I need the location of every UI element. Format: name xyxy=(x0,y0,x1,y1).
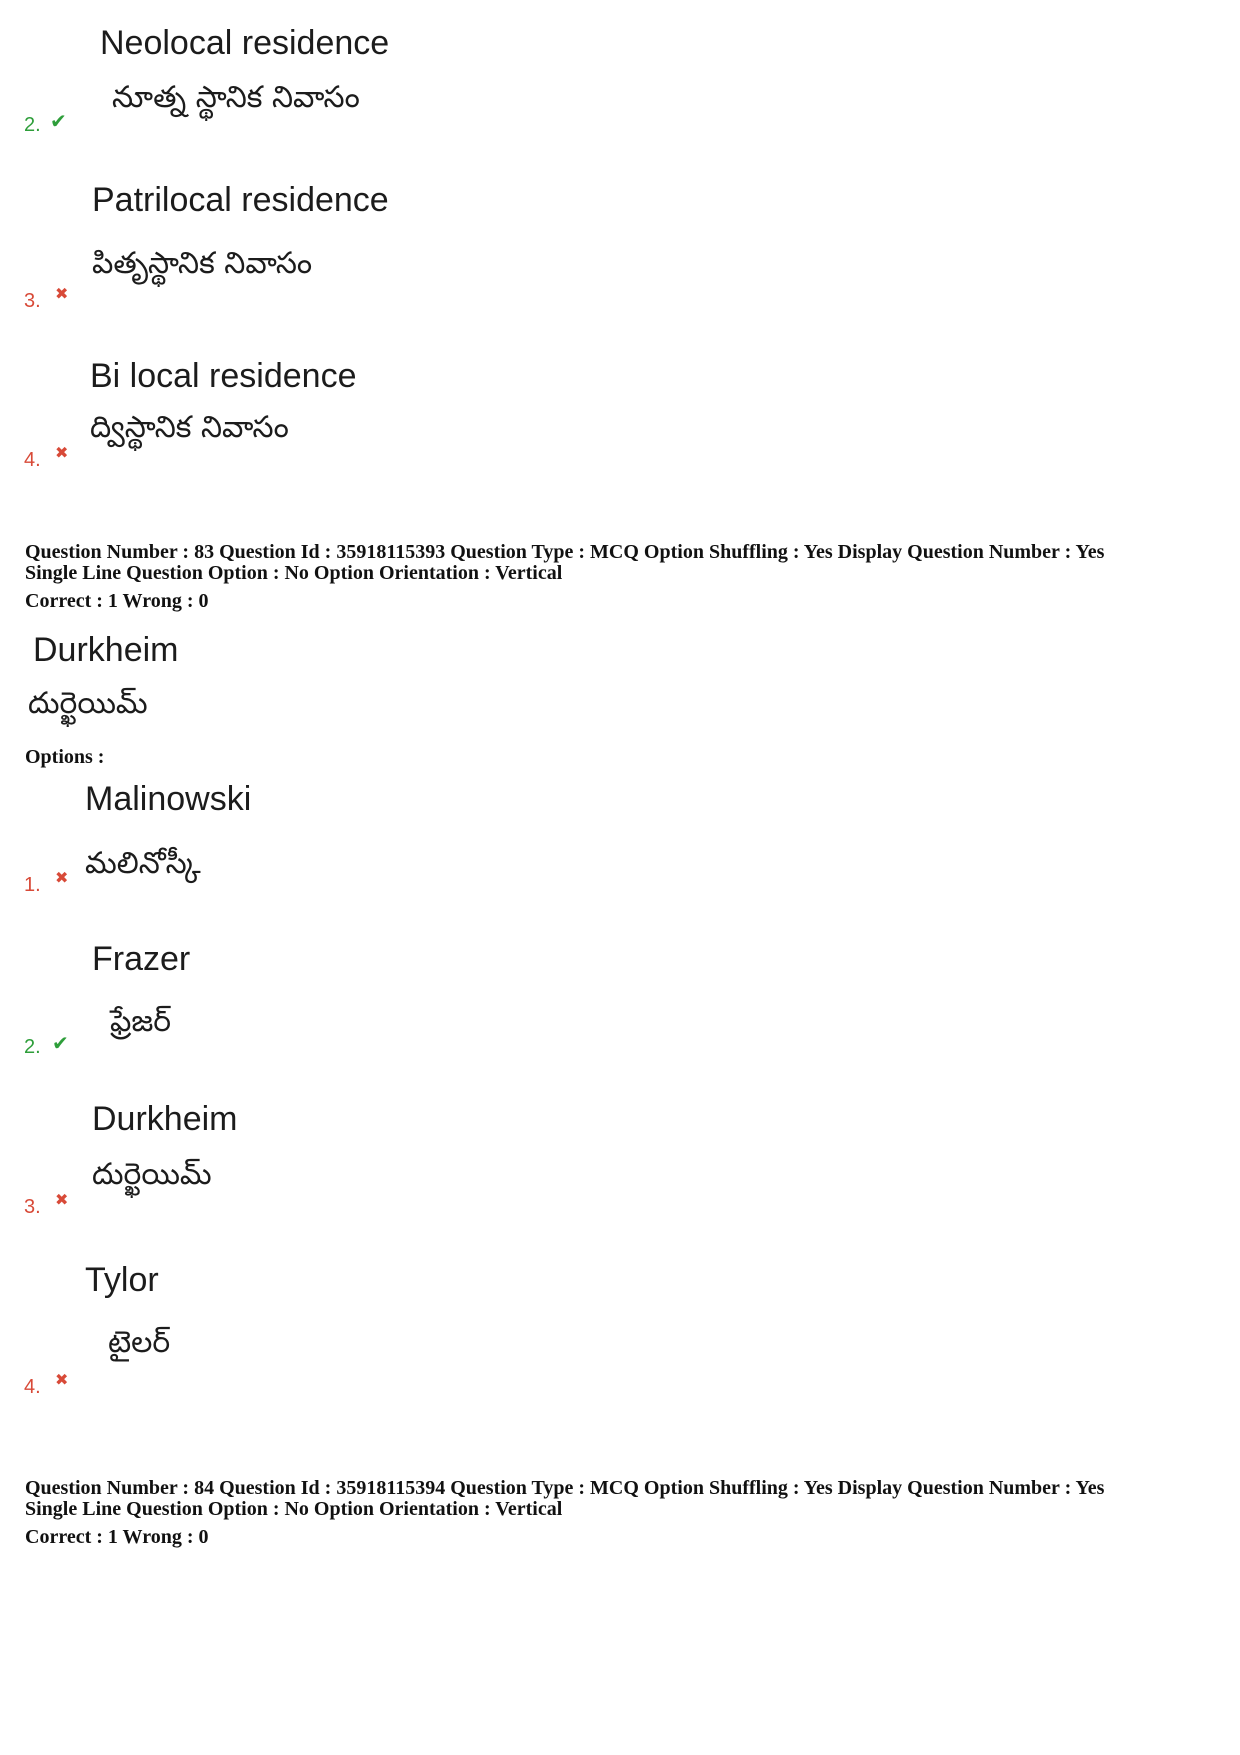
question-english: Durkheim xyxy=(33,631,179,669)
option-telugu: మలినోస్కీ xyxy=(85,846,201,881)
option-telugu: దుర్ఖెయిమ్ xyxy=(92,1157,212,1192)
correct-check-icon: ✔ xyxy=(50,111,67,133)
option-number: 1. xyxy=(24,874,41,896)
question-telugu: దుర్ఖెయిమ్ xyxy=(28,686,148,721)
option-english: Bi local residence xyxy=(90,357,357,395)
question-meta-line2: Single Line Question Option : No Option Orientation : Vertical xyxy=(25,1498,563,1520)
question-marks: Correct : 1 Wrong : 0 xyxy=(25,1526,209,1548)
question-meta-line1: Question Number : 84 Question Id : 35918115394 Question Type : MCQ Option Shuffling : Yes Display Question Number : Yes xyxy=(25,1477,1105,1499)
option-telugu: ద్విస్థానిక నివాసం xyxy=(90,410,289,445)
option-english: Durkheim xyxy=(92,1100,238,1138)
question-meta-line2: Single Line Question Option : No Option Orientation : Vertical xyxy=(25,562,563,584)
option-english: Neolocal residence xyxy=(100,24,390,62)
option-number: 2. xyxy=(24,1036,41,1058)
option-telugu: టైలర్ xyxy=(108,1325,171,1360)
option-number: 3. xyxy=(24,1196,41,1218)
option-english: Patrilocal residence xyxy=(92,181,389,219)
option-telugu: ఫ్రేజర్ xyxy=(110,1004,172,1039)
wrong-cross-icon: ✖ xyxy=(55,286,69,303)
wrong-cross-icon: ✖ xyxy=(55,1192,69,1209)
correct-check-icon: ✔ xyxy=(52,1033,69,1055)
option-telugu: పితృస్థానిక నివాసం xyxy=(92,246,313,281)
option-number: 4. xyxy=(24,1376,41,1398)
option-number: 3. xyxy=(24,290,41,312)
option-telugu: నూత్న స్థానిక నివాసం xyxy=(112,80,360,115)
question-marks: Correct : 1 Wrong : 0 xyxy=(25,590,209,612)
option-english: Frazer xyxy=(92,940,191,978)
wrong-cross-icon: ✖ xyxy=(55,445,69,462)
option-number: 2. xyxy=(24,114,41,136)
option-number: 4. xyxy=(24,449,41,471)
question-meta-line1: Question Number : 83 Question Id : 35918115393 Question Type : MCQ Option Shuffling : Yes Display Question Number : Yes xyxy=(25,541,1105,563)
options-label: Options : xyxy=(25,746,105,768)
wrong-cross-icon: ✖ xyxy=(55,1372,69,1389)
option-english: Tylor xyxy=(85,1261,159,1299)
option-english: Malinowski xyxy=(85,780,252,818)
wrong-cross-icon: ✖ xyxy=(55,870,69,887)
